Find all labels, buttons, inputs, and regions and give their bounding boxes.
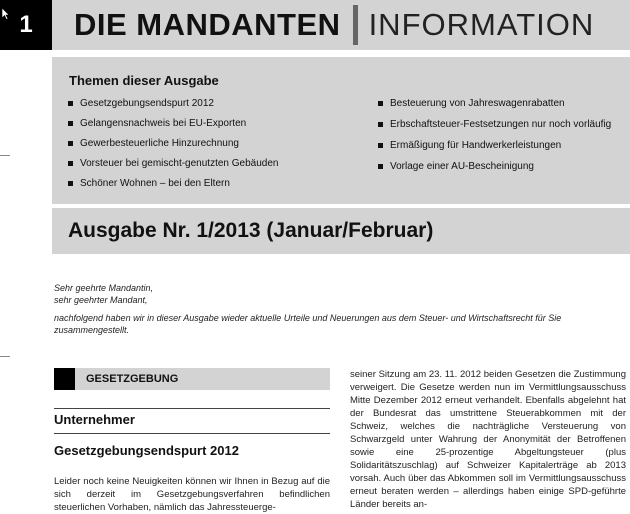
article-title: Gesetzgebungsendspurt 2012 (54, 443, 239, 458)
topic-label: Vorsteuer bei gemischt-genutzten Gebäuden (80, 158, 279, 169)
topic-item[interactable] (378, 98, 618, 110)
masthead (52, 0, 630, 50)
topic-label: Besteuerung von Jahreswagenrabatten (390, 98, 565, 109)
topics-title: Themen dieser Ausgabe (69, 73, 219, 88)
rule-line (54, 433, 330, 434)
salutation-line: Sehr geehrte Mandantin, (54, 283, 154, 293)
masthead-title-right: INFORMATION (368, 7, 595, 42)
bullet-icon (378, 164, 383, 169)
section-heading (54, 368, 330, 390)
masthead-divider (353, 5, 358, 45)
topic-item[interactable] (378, 161, 618, 173)
topics-list-right (378, 98, 618, 182)
topics-list-left (68, 98, 358, 198)
bullet-icon (68, 161, 73, 166)
topic-item[interactable] (68, 138, 358, 150)
topic-item[interactable] (68, 178, 358, 190)
topic-label: Schöner Wohnen – bei den Eltern (80, 178, 230, 189)
bullet-icon (68, 141, 73, 146)
mouse-cursor-icon (2, 8, 10, 20)
bullet-icon (378, 122, 383, 127)
bullet-icon (378, 101, 383, 106)
rule-line (54, 408, 330, 409)
bullet-icon (68, 101, 73, 106)
topics-box (52, 57, 630, 204)
topic-item[interactable] (68, 98, 358, 110)
sub-heading: Unternehmer (54, 412, 135, 427)
topic-item[interactable] (378, 119, 618, 131)
salutation-line: sehr geehrter Mandant, (54, 295, 148, 305)
section-label: GESETZGEBUNG (86, 373, 179, 385)
salutation (54, 282, 624, 336)
issue-bar (52, 208, 630, 254)
topic-label: Gesetzgebungsendspurt 2012 (80, 98, 214, 109)
topic-label: Ermäßigung für Handwerkerleistungen (390, 140, 562, 151)
topic-item[interactable] (378, 140, 618, 152)
topic-label: Gewerbesteuerliche Hinzurechnung (80, 138, 239, 149)
topic-label: Gelangensnachweis bei EU-Exporten (80, 118, 247, 129)
issue-title: Ausgabe Nr. 1/2013 (Januar/Februar) (68, 219, 434, 242)
page-number: 1 (0, 0, 52, 50)
fold-mark (0, 155, 10, 156)
intro-text: nachfolgend haben wir in dieser Ausgabe wieder aktuelle Urteile und Neuerungen aus dem Steuer- und Wirtschaftsrecht für Sie zusammengestellt. (54, 313, 562, 335)
article-text-right: seiner Sitzung am 23. 11. 2012 beiden Gesetzen die Zustimmung verweigert. Die Gesetze werden nun im Vermittlungsausschuss Mitte Dezember 2012 erneut verhandelt. Ebenfalls abgelehnt hat der Bundesrat das umstrittene Steuerabkommen mit der Schweiz, welches die nachträgliche Versteuerung von Schwarzgeld unter Wahrung der Anonymität der Betroffenen sowie eine 25-prozentige Abgeltungsteuer (plus Solidaritätszuschlag) auf Schweizer Kapitalerträge ab 2013 vorsah. Auch über das Abkommen soll im Vermittlungsausschuss erneut beraten werden – allerdings haben einige SPD-geführte Länder bereits an- (350, 369, 626, 510)
topic-label: Vorlage einer AU-Bescheinigung (390, 161, 534, 172)
fold-mark (0, 356, 10, 357)
masthead-title-left: DIE MANDANTEN (74, 7, 341, 42)
topic-label: Erbschaftsteuer-Festsetzungen nur noch vorläufig (390, 119, 612, 130)
topic-item[interactable] (68, 118, 358, 130)
section-marker (54, 368, 75, 390)
article-text-left: Leider noch keine Neuigkeiten können wir Ihnen in Bezug auf die sich derzeit im Gesetzgebungsverfahren befindlichen steuerlichen Vorhaben, nämlich das Jahressteuerge- (54, 476, 330, 513)
bullet-icon (378, 143, 383, 148)
bullet-icon (68, 181, 73, 186)
bullet-icon (68, 121, 73, 126)
topic-item[interactable] (68, 158, 358, 170)
